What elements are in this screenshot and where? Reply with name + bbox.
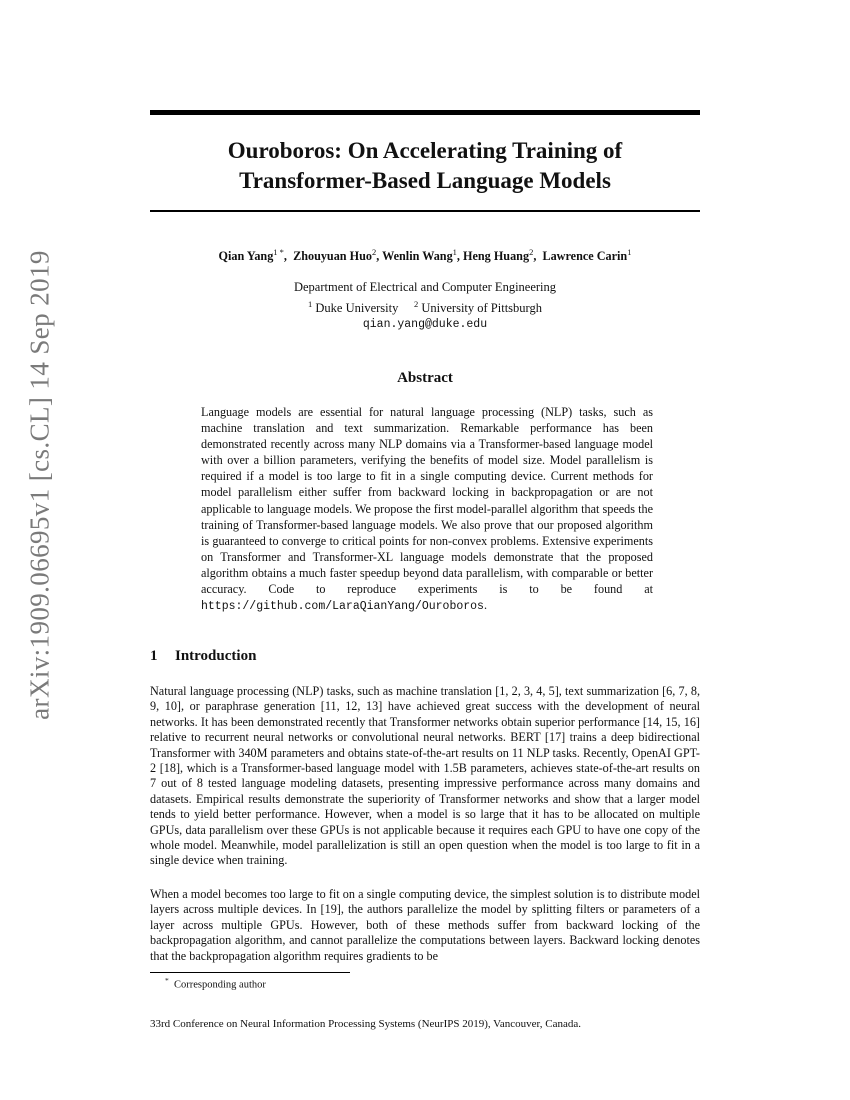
title-line-2: Transformer-Based Language Models [239,168,611,193]
author-name: Wenlin Wang [382,249,453,264]
title-bottom-rule [150,210,700,212]
code-repository-link[interactable]: https://github.com/LaraQianYang/Ouroboros [201,600,484,614]
section-number: 1 [150,648,158,664]
abstract-text: Language models are essential for natural language processing (NLP) tasks, such as machine translation and text summarization. Remarkable performance has been demonstrated recently across many NLP domains via a Transformer-based language model with over a billion parameters, verifying the benefits of model size. Model parallelism is required if a model is too large to fit in a single computing device. Current methods for model parallelism either suffer from backward locking in backpropagation or are not applicable to language models. We propose the first model-parallel algorithm that speeds the training of Transformer-based language models. We also prove that our proposed algorithm is guaranteed to converge to critical points for non-convex problems. Extensive experiments on Transformer and Transformer-XL language models demonstrate that the proposed algorithm obtains a much faster speedup beyond data parallelism, with comparable or better accuracy. Code to reproduce experiments is to be found at [201,405,653,597]
institutions [150,299,700,316]
author-list: Qian Yang$^{1 *}$, Zhouyuan Huo$^2$, Wenlin Wang$^1$, Heng Huang$^2$, Lawrence Carin$^1$ [218,247,632,264]
department: Department of Electrical and Computer Engineering [293,280,557,294]
section-title: Introduction [175,648,257,664]
section-heading [150,648,700,665]
footnote [165,976,266,991]
venue-note: 33rd Conference on Neural Information Processing Systems (NeurIPS 2019), Vancouver, Canada. [150,1018,582,1030]
author-affiliation-mark: 2 [371,247,377,257]
title-top-rule [150,110,700,115]
institution-duke: Duke University [315,301,399,316]
author-name: Lawrence Carin [542,249,628,264]
author-name: Qian Yang [218,249,274,264]
institution-pitt: University of Pittsburgh [421,301,542,316]
footnote-mark: * [165,976,169,985]
author-affiliation-mark: 1 [627,247,632,257]
affiliation-mark: 1 [308,299,313,309]
intro-paragraph-2: When a model becomes too large to fit on a single computing device, the simplest solution is to distribute model layers across multiple devices. In [19], the authors parallelize the model by splitting filters or parameters of a layer across multiple GPUs. However, both of these methods suffer from backward locking of the backpropagation algorithm, and cannot parallelize the computations between layers. Backward locking denotes that the backpropagation algorithm requires gradients to be [150,887,700,963]
author-affiliation-mark: 1 * [273,247,284,257]
intro-paragraph-1: Natural language processing (NLP) tasks, such as machine translation [1, 2, 3, 4, 5], text summarization [6, 7, 8, 9, 10], or paraphrase generation [11, 12, 13] have achieved great success with the development of neural networks. It has been demonstrated recently that Transformer networks obtain superior performance [14, 15, 16] relative to recurrent neural networks or convolutional neural networks. BERT [17] trains a deep bidirectional Transformer with 340M parameters and obtains state-of-the-art results on 11 NLP tasks. Recently, OpenAI GPT-2 [18], which is a Transformer-based language model with 1.5B parameters, achieves state-of-the-art results on 7 out of 8 tested language modeling datasets, presenting impressive performance across many domains and datasets. Empirical results demonstrate the superiority of Transformer networks and show that a larger model tends to yield better performance. However, when a model is so large that it has to be allocated on multiple GPUs, data parallelism over these GPUs is not applicable because it requires each GPU to have one copy of the whole model. Meanwhile, model parallelization is still an open question when the model is too large to fit in a single device when training. [150,684,700,868]
arxiv-identifier-stamp: arXiv:1909.06695v1 [cs.CL] 14 Sep 2019 [24,250,55,720]
title-line-1: Ouroboros: On Accelerating Training of [227,138,623,163]
affiliation-mark: 2 [414,299,419,309]
abstract-body [201,404,653,615]
author-name: Heng Huang [463,249,530,264]
abstract-heading: Abstract [397,370,453,386]
author-affiliation-mark: 2 [529,247,534,257]
abstract-end: . [483,598,487,613]
author-affiliation-mark: 1 [452,247,457,257]
author-name: Zhouyuan Huo [293,249,372,264]
footnote-rule [150,972,350,973]
paper-title [150,136,700,196]
contact-email[interactable]: qian.yang@duke.edu [362,318,488,331]
footnote-text: Corresponding author [174,979,266,991]
